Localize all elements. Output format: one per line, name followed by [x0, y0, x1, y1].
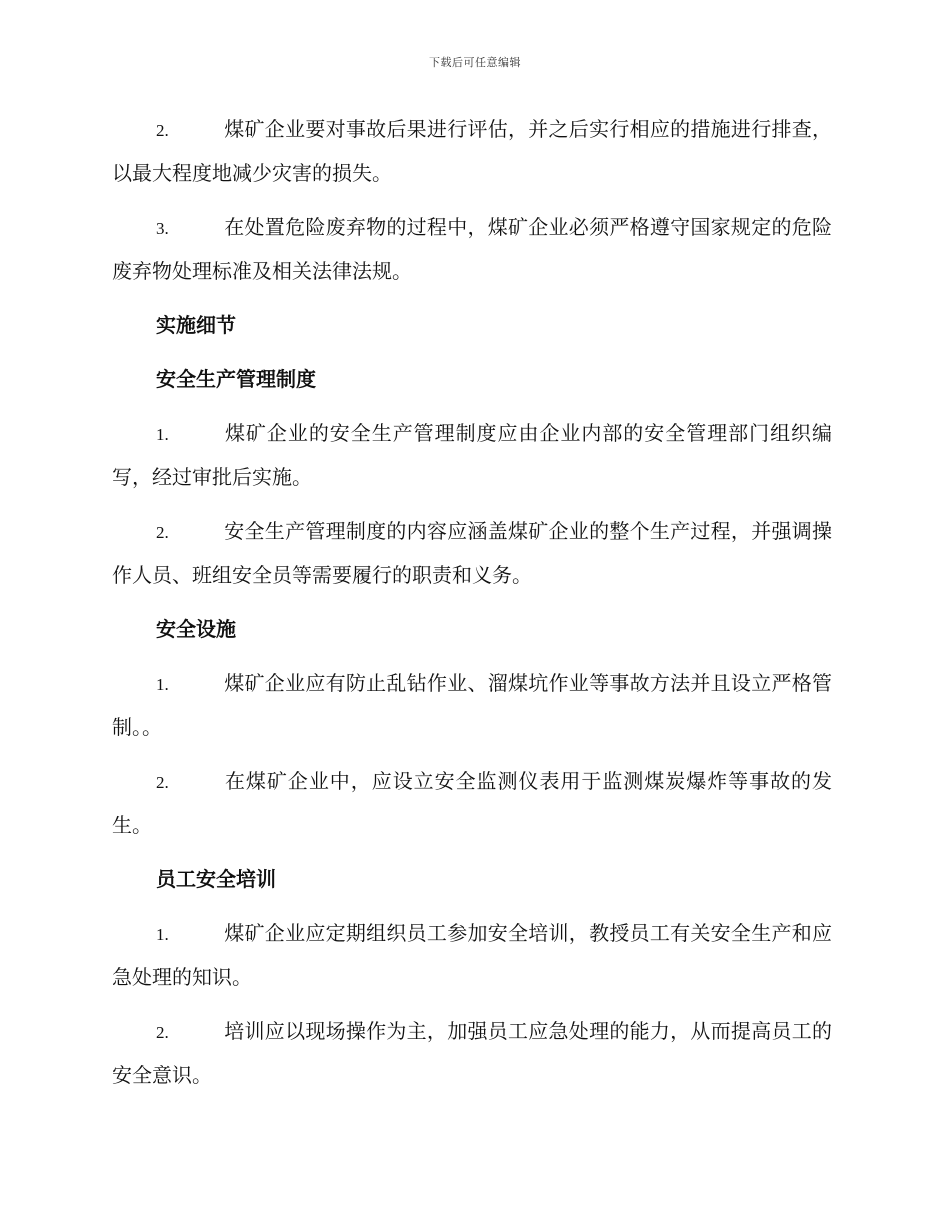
item-text: 在处置危险废弃物的过程中，煤矿企业必须严格遵守国家规定的危险废弃物处理标准及相关法律法规。 — [112, 215, 832, 283]
item-text: 煤矿企业应有防止乱钻作业、溜煤坑作业等事故方法并且设立严格管制。。 — [112, 671, 832, 739]
subsection-heading: 安全生产管理制度 — [156, 367, 316, 391]
item-text: 煤矿企业的安全生产管理制度应由企业内部的安全管理部门组织编写，经过审批后实施。 — [112, 421, 832, 489]
item-number: 1. — [156, 425, 169, 444]
section-heading: 实施细节 — [156, 313, 236, 337]
item-text: 培训应以现场操作为主，加强员工应急处理的能力，从而提高员工的安全意识。 — [112, 1019, 832, 1087]
item-text: 在煤矿企业中，应设立安全监测仪表用于监测煤炭爆炸等事故的发生。 — [112, 769, 832, 837]
list-item — [112, 412, 832, 499]
item-text: 煤矿企业应定期组织员工参加安全培训，教授员工有关安全生产和应急处理的知识。 — [112, 921, 832, 989]
list-item — [112, 912, 832, 999]
list-item — [112, 510, 832, 597]
subsection-heading: 安全设施 — [156, 617, 236, 641]
page-header: 下载后可任意编辑 — [429, 56, 521, 69]
subsection-heading: 员工安全培训 — [156, 867, 276, 891]
item-number: 2. — [156, 1023, 169, 1042]
list-item — [112, 1010, 832, 1097]
item-number: 1. — [156, 675, 169, 694]
item-number: 2. — [156, 523, 169, 542]
list-item — [112, 760, 832, 847]
list-item — [112, 108, 832, 195]
list-item — [112, 206, 832, 293]
item-text: 煤矿企业要对事故后果进行评估，并之后实行相应的措施进行排查，以最大程度地减少灾害的损失。 — [112, 117, 832, 185]
item-number: 3. — [156, 219, 169, 238]
item-number: 2. — [156, 121, 169, 140]
item-text: 安全生产管理制度的内容应涵盖煤矿企业的整个生产过程，并强调操作人员、班组安全员等需要履行的职责和义务。 — [112, 519, 832, 587]
list-item — [112, 662, 832, 749]
document-body — [112, 108, 832, 1108]
item-number: 1. — [156, 925, 169, 944]
item-number: 2. — [156, 773, 169, 792]
